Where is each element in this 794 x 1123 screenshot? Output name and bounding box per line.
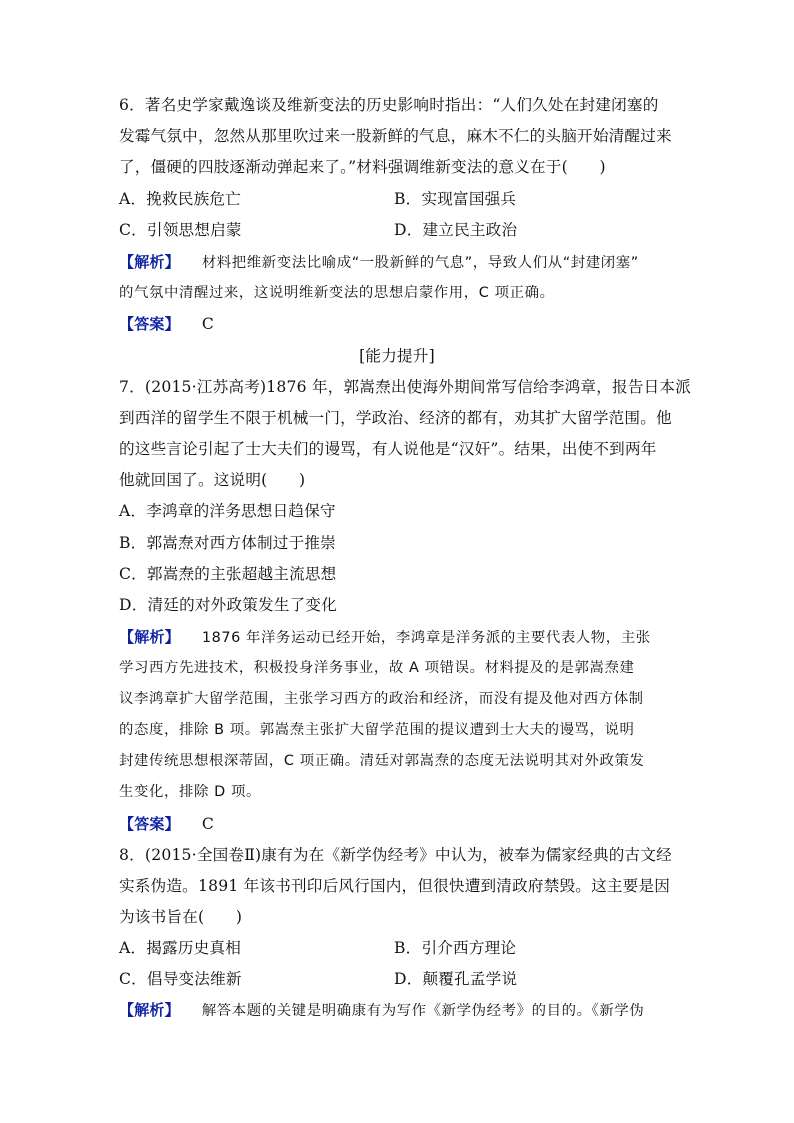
q8-explanation-text-1: 解答本题的关键是明确康有为写作《新学伪经考》的目的。《新学伪 [201, 1003, 645, 1019]
q6-stem-line-3: 了，僵硬的四肢逐渐动弹起来了。”材料强调维新变法的意义在于( ) [119, 158, 606, 176]
q7-answer-line [119, 813, 679, 835]
q6-options-row-2 [119, 219, 679, 241]
q7-stem-line-2: 到西洋的留学生不限于机械一门，学政治、经济的都有，劝其扩大留学范围。他 [119, 409, 672, 427]
q8-explanation-label: 【解析】 [119, 1001, 180, 1019]
q7-option-a: A．李鸿章的洋务思想日趋保守 [119, 502, 336, 520]
q7-explanation-line-5: 封建传统思想根深蒂固，C 项正确。清廷对郭嵩焘的态度无法说明其对外政策发 [119, 753, 645, 769]
q7-explanation-line-3: 议李鸿章扩大留学范围，主张学习西方的政治和经济，而没有提及他对西方体制 [119, 691, 644, 707]
q7-answer-value: C [201, 815, 214, 833]
q7-explanation-line-1 [119, 626, 679, 649]
q6-stem-line-1: 6．著名史学家戴逸谈及维新变法的历史影响时指出：“人们久处在封建闭塞的 [119, 96, 659, 114]
q8-options-row-2 [119, 968, 679, 990]
section-heading: [能力提升] [359, 347, 435, 365]
q7-option-c: C．郭嵩焘的主张超越主流思想 [119, 565, 337, 583]
q6-answer-label: 【答案】 [119, 315, 180, 333]
q7-explanation-line-4: 的态度，排除 B 项。郭嵩焘主张扩大留学范围的提议遭到士大夫的谩骂，说明 [119, 722, 635, 738]
q6-explanation-line-2: 的气氛中清醒过来，这说明维新变法的思想启蒙作用，C 项正确。 [119, 285, 555, 301]
q6-explanation-text-1: 材料把维新变法比喻成“一股新鲜的气息”，导致人们从“封建闭塞” [201, 255, 639, 271]
q7-explanation-line-6: 生变化，排除 D 项。 [119, 784, 261, 800]
q8-option-d: D．颠覆孔孟学说 [394, 970, 518, 988]
q6-stem-line-2: 发霉气氛中，忽然从那里吹过来一股新鲜的气息，麻木不仁的头脑开始清醒过来 [119, 127, 672, 145]
q8-option-a: A．揭露历史真相 [119, 939, 242, 957]
q7-stem-line-4: 他就回国了。这说明( ) [119, 471, 306, 489]
q6-option-a: A．挽救民族危亡 [119, 190, 242, 208]
q8-explanation-line-1 [119, 999, 679, 1022]
q7-explanation-line-2: 学习西方先进技术，积极投身洋务事业，故 A 项错误。材料提及的是郭嵩焘建 [119, 660, 635, 676]
q8-stem-line-2: 实系伪造。1891 年该书刊印后风行国内，但很快遭到清政府禁毁。这主要是因 [119, 877, 671, 895]
q7-stem-line-1: 7．(2015·江苏高考)1876 年，郭嵩焘出使海外期间常写信给李鸿章，报告日本派 [119, 378, 691, 396]
q6-option-b: B．实现富国强兵 [394, 190, 517, 208]
q7-option-b: B．郭嵩焘对西方体制过于推崇 [119, 534, 336, 552]
q7-answer-label: 【答案】 [119, 815, 180, 833]
q7-option-d: D．清廷的对外政策发生了变化 [119, 596, 338, 614]
q6-option-d: D．建立民主政治 [394, 221, 518, 239]
q7-explanation-label: 【解析】 [119, 628, 180, 646]
q8-stem-line-3: 为该书旨在( ) [119, 908, 243, 926]
q6-answer-value: C [201, 315, 214, 333]
q8-option-c: C．倡导变法维新 [119, 970, 242, 988]
q6-explanation-line-1 [119, 251, 679, 274]
q8-option-b: B．引介西方理论 [394, 939, 517, 957]
q8-stem-line-1: 8．(2015·全国卷Ⅱ)康有为在《新学伪经考》中认为，被奉为儒家经典的古文经 [119, 846, 672, 864]
q6-answer-line [119, 313, 679, 335]
q6-options-row-1 [119, 188, 679, 210]
q6-option-c: C．引领思想启蒙 [119, 221, 242, 239]
q8-options-row-1 [119, 937, 679, 959]
q7-stem-line-3: 的这些言论引起了士大夫们的谩骂，有人说他是“汉奸”。结果，出使不到两年 [119, 440, 657, 458]
q6-explanation-label: 【解析】 [119, 253, 180, 271]
q7-explanation-text-1: 1876 年洋务运动已经开始，李鸿章是洋务派的主要代表人物，主张 [201, 630, 651, 646]
